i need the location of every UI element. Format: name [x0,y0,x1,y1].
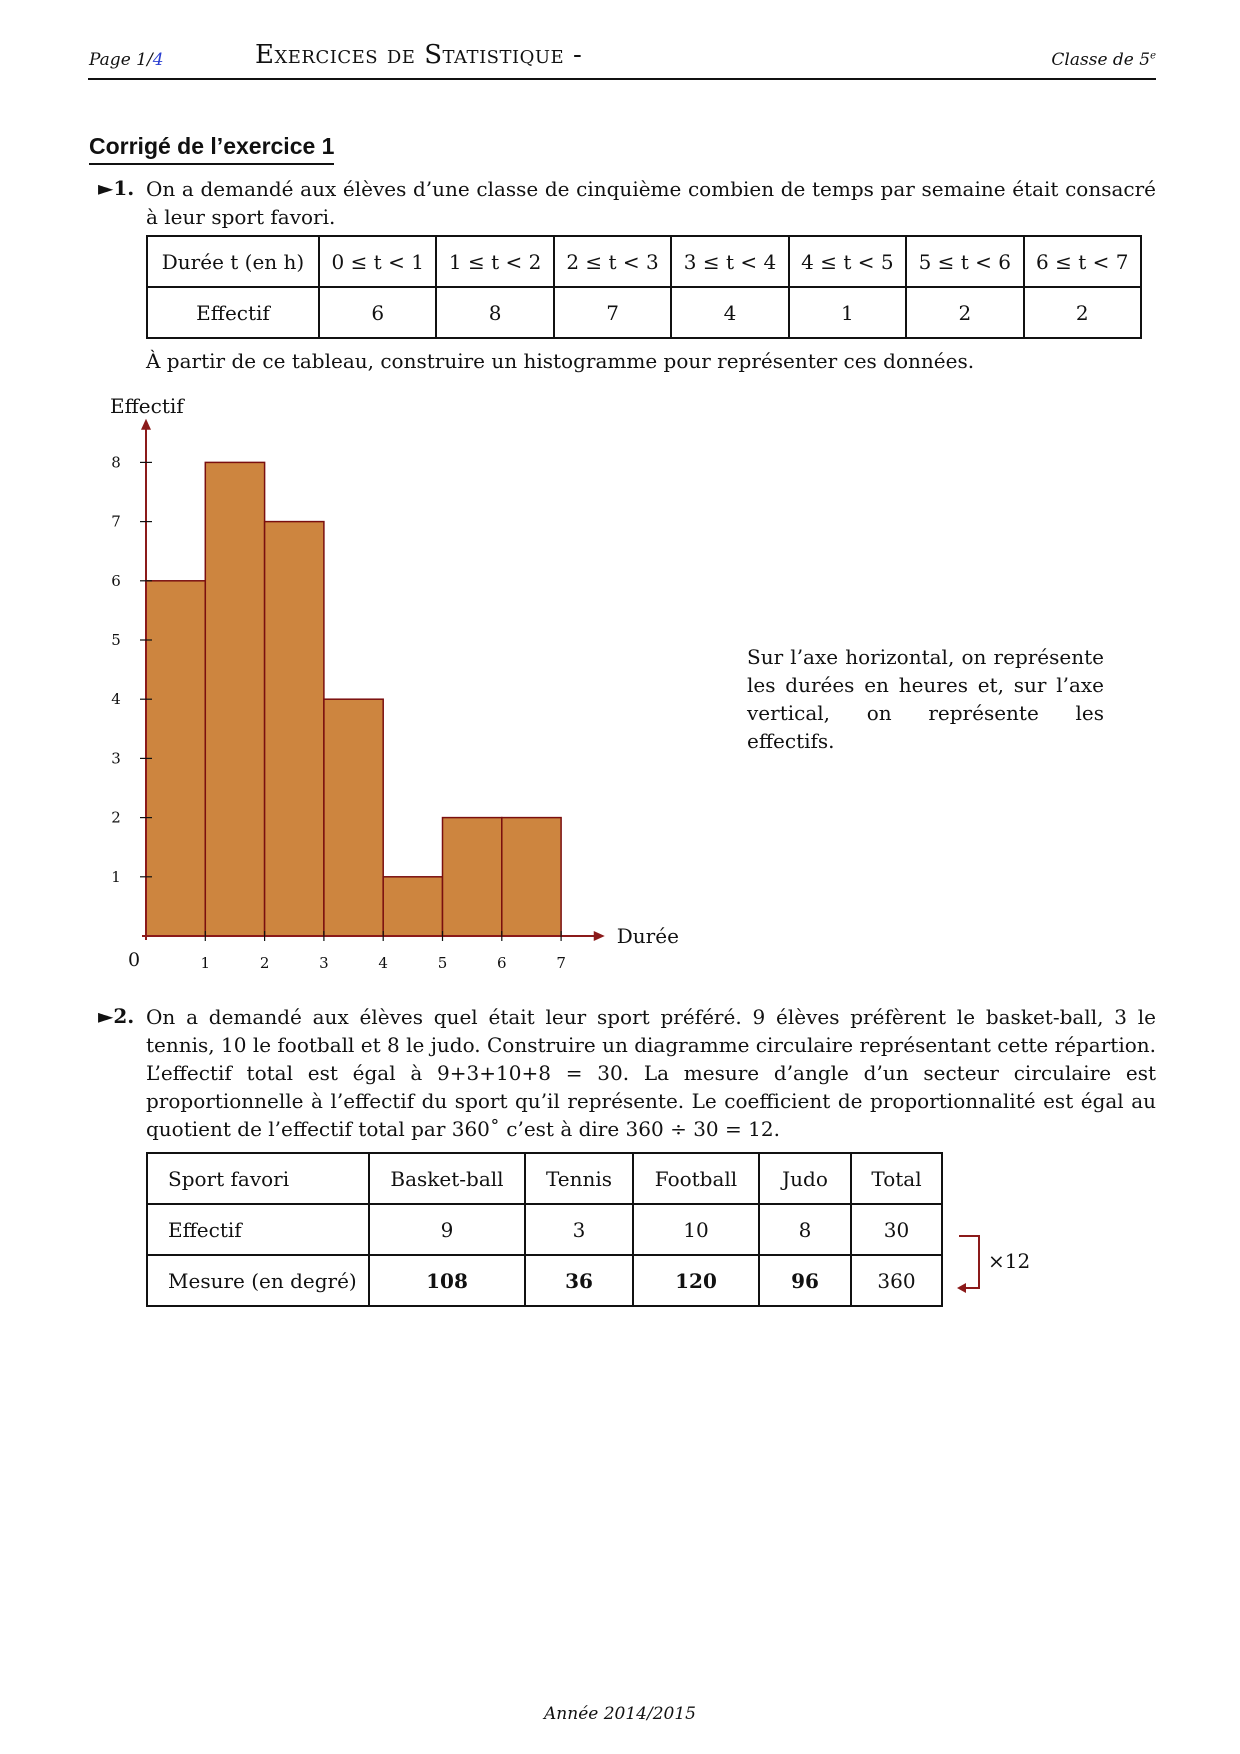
table-cell: 3 [525,1204,633,1255]
table-cell: Judo [759,1153,851,1204]
table-cell: 6 [319,287,436,338]
y-tick-label: 7 [111,512,121,531]
y-tick-label: 4 [111,690,121,709]
histogram-bar [502,818,561,936]
x-tick-label: 5 [437,954,448,972]
y-axis-arrow-icon [141,419,151,430]
x-tick-label: 6 [497,954,507,972]
histogram-chart [0,393,679,990]
table-cell: 2 [906,287,1023,338]
table-row [147,287,1141,338]
x-tick-label: 4 [378,954,388,972]
table-cell: 7 [554,287,671,338]
histogram-bar [324,699,383,936]
x-tick-label: 3 [319,954,329,972]
table-cell: 8 [436,287,553,338]
table-cell: Effectif [147,1204,369,1255]
table-cell: 4 [671,287,788,338]
question-2-explanation: L’effectif total est égal à 9+3+10+8 = 30. La mesure d’angle d’un secteur circulaire est proportionnelle à l’effectif du sport qu’il représente. Le coefficient de proportionnalité est égal au quotient de l’effectif total par 360˚ c’est à dire 360 ÷ 30 = 12. [146,1061,1156,1141]
class-label: Classe de 5e [1051,50,1156,70]
table-cell: 108 [369,1255,525,1306]
question-1-instruction: À partir de ce tableau, construire un histogramme pour représenter ces données. [146,349,975,373]
table-cell: 1 ≤ t < 2 [436,236,553,287]
table-cell: Effectif [147,287,319,338]
x-axis-arrow-icon [594,931,605,941]
histogram-bar [205,462,264,936]
table-cell: Football [633,1153,759,1204]
table-row [147,1204,942,1255]
table-cell: 120 [633,1255,759,1306]
x-axis-label: Durée [616,924,679,948]
y-tick-label: 6 [111,571,121,590]
question-1-marker: ►1. [98,176,135,200]
sport-table [146,1152,943,1307]
axis-note: Sur l’axe horizontal, on représente les durées en heures et, sur l’axe vertical, on représente les effectifs. [747,645,1104,753]
table-cell: Durée t (en h) [147,236,319,287]
page-total-link[interactable]: 4 [152,50,164,70]
table-row [147,236,1141,287]
histogram-bar [146,581,205,936]
table-cell: 8 [759,1204,851,1255]
document-title: Exercices de Statistique - [255,40,583,70]
y-tick-label: 2 [111,808,121,827]
table-cell: Basket-ball [369,1153,525,1204]
histogram-bar [383,877,442,936]
section-title: Corrigé de l’exercice 1 [89,133,334,165]
histogram-bar [265,522,324,936]
question-2-marker: ►2. [98,1004,135,1028]
table-cell: Tennis [525,1153,633,1204]
duration-table [146,235,1142,339]
table-cell: Total [851,1153,942,1204]
question-2-text: On a demandé aux élèves quel était leur sport préféré. 9 élèves préfèrent le basket-ball, 3 le tennis, 10 le football et 8 le judo. Construire un diagramme circulaire représentant cette répartion. [146,1005,1156,1057]
table-cell: 5 ≤ t < 6 [906,236,1023,287]
table-cell: 3 ≤ t < 4 [671,236,788,287]
table-row [147,1153,942,1204]
y-tick-label: 3 [111,749,121,768]
y-tick-label: 5 [111,631,121,649]
table-cell: 0 ≤ t < 1 [319,236,436,287]
origin-label: 0 [127,949,141,971]
table-cell: 1 [789,287,906,338]
table-cell: 30 [851,1204,942,1255]
table-cell: 9 [369,1204,525,1255]
y-axis-label: Effectif [110,393,184,418]
table-cell: 4 ≤ t < 5 [789,236,906,287]
x-tick-label: 2 [259,954,270,972]
x-tick-label: 1 [200,954,211,972]
table-cell: Sport favori [147,1153,369,1204]
table-row [147,1255,942,1306]
question-1-text: On a demandé aux élèves d’une classe de cinquième combien de temps par semaine était consacré à leur sport favori. [146,177,1156,229]
y-tick-label: 1 [111,867,121,886]
table-cell: 10 [633,1204,759,1255]
header-rule [88,78,1156,80]
table-cell: 36 [525,1255,633,1306]
multiplier-arrow-icon [955,1232,985,1294]
table-cell: 360 [851,1255,942,1306]
histogram-bar [443,818,502,936]
multiplier-label: ×12 [988,1249,1031,1273]
table-cell: 6 ≤ t < 7 [1024,236,1141,287]
footer-year: Année 2014/2015 [544,1704,696,1724]
table-cell: 2 [1024,287,1141,338]
y-tick-label: 8 [111,453,121,472]
page-number: Page 1/4 [89,50,164,70]
table-cell: 96 [759,1255,851,1306]
table-cell: Mesure (en degré) [147,1255,369,1306]
x-tick-label: 7 [556,954,566,972]
table-cell: 2 ≤ t < 3 [554,236,671,287]
